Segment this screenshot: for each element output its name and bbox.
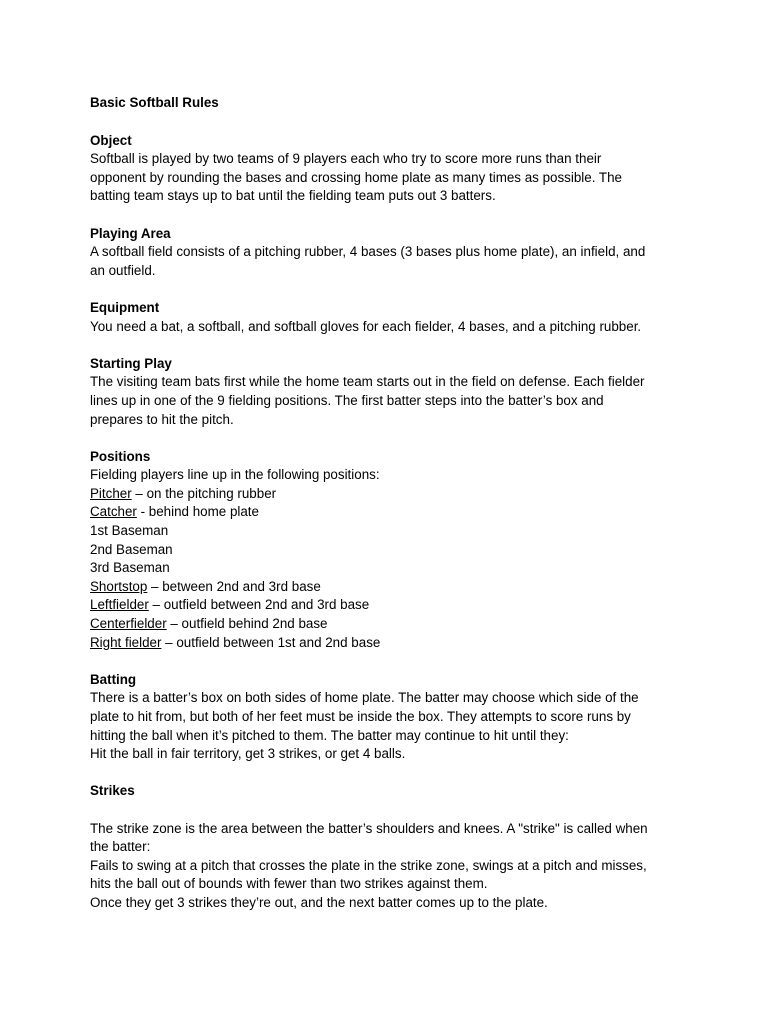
position-desc: – between 2nd and 3rd base: [147, 578, 321, 594]
position-item: [90, 559, 690, 578]
blank-line: [90, 801, 690, 820]
position-name: Leftfielder: [90, 597, 149, 613]
position-name: Shortstop: [90, 578, 148, 594]
position-item: [90, 522, 690, 541]
text-line: an outfield.: [90, 262, 156, 278]
section-object: [90, 132, 690, 206]
text-line: There is a batter’s box on both sides of home plate. The batter may choose which side of the: [90, 690, 639, 706]
text-line: hitting the ball when it’s pitched to them. The batter may continue to hit until they:: [90, 727, 569, 743]
position-name: 3rd Baseman: [90, 560, 170, 576]
section-heading-playing-area: Playing Area: [90, 225, 171, 241]
section-body-equipment: [90, 318, 690, 337]
document-title: Basic Softball Rules: [90, 95, 219, 110]
section-heading-strikes: Strikes: [90, 783, 135, 799]
position-desc: – on the pitching rubber: [131, 485, 277, 501]
section-equipment: [90, 299, 690, 336]
positions-intro: Fielding players line up in the following positions:: [90, 467, 380, 483]
position-item: [90, 634, 690, 653]
section-body-starting-play: [90, 373, 690, 429]
position-name: 1st Baseman: [90, 523, 169, 539]
section-batting: [90, 671, 690, 764]
position-name: Centerfielder: [90, 616, 167, 632]
position-name: Right fielder: [90, 634, 162, 650]
position-item: [90, 578, 690, 597]
text-line: You need a bat, a softball, and softball gloves for each fielder, 4 bases, and a pitching rubber.: [90, 318, 642, 334]
text-line: hits the ball out of bounds with fewer than two strikes against them.: [90, 876, 488, 892]
text-line: A softball field consists of a pitching rubber, 4 bases (3 bases plus home plate), an infield, and: [90, 244, 646, 260]
text-line: the batter:: [90, 839, 151, 855]
text-line: The strike zone is the area between the batter’s shoulders and knees. A "strike" is called when: [90, 820, 648, 836]
text-line: Softball is played by two teams of 9 players each who try to score more runs than their: [90, 151, 602, 167]
section-heading-equipment: Equipment: [90, 299, 160, 315]
section-body-strikes: [90, 820, 690, 913]
text-line: The visiting team bats first while the home team starts out in the field on defense. Each fielder: [90, 374, 645, 390]
section-playing-area: [90, 225, 690, 281]
section-strikes: [90, 782, 690, 912]
text-line: batting team stays up to bat until the fielding team puts out 3 batters.: [90, 188, 496, 204]
section-body-batting: [90, 689, 690, 763]
section-heading-batting: Batting: [90, 671, 137, 687]
position-item: [90, 503, 690, 522]
position-item: [90, 541, 690, 560]
position-name: Pitcher: [90, 485, 132, 501]
text-line: plate to hit from, but both of her feet must be inside the box. They attempts to score runs by: [90, 709, 631, 724]
position-desc: - behind home plate: [136, 504, 259, 520]
position-name: Catcher: [90, 504, 137, 520]
section-starting-play: [90, 355, 690, 429]
text-line: Fails to swing at a pitch that crosses the plate in the strike zone, swings at a pitch and misses,: [90, 857, 647, 873]
position-desc: – outfield between 1st and 2nd base: [161, 634, 381, 650]
section-heading-positions: Positions: [90, 448, 151, 464]
text-line: opponent by rounding the bases and crossing home plate as many times as possible. The: [90, 169, 622, 185]
document-page: [90, 94, 690, 931]
position-desc: – outfield behind 2nd base: [166, 616, 328, 632]
section-body-positions: [90, 466, 690, 652]
section-positions: [90, 448, 690, 653]
section-body-object: [90, 150, 690, 206]
position-item: [90, 596, 690, 615]
text-line: Hit the ball in fair territory, get 3 strikes, or get 4 balls.: [90, 746, 406, 762]
section-heading-object: Object: [90, 132, 132, 148]
position-desc: – outfield between 2nd and 3rd base: [148, 597, 370, 613]
position-item: [90, 485, 690, 504]
position-item: [90, 615, 690, 634]
text-line: prepares to hit the pitch.: [90, 411, 234, 427]
section-body-playing-area: [90, 243, 690, 280]
position-name: 2nd Baseman: [90, 541, 173, 557]
text-line: lines up in one of the 9 fielding positions. The first batter steps into the batter’s box and: [90, 392, 604, 408]
section-heading-starting-play: Starting Play: [90, 355, 172, 371]
text-line: Once they get 3 strikes they’re out, and the next batter comes up to the plate.: [90, 894, 548, 910]
